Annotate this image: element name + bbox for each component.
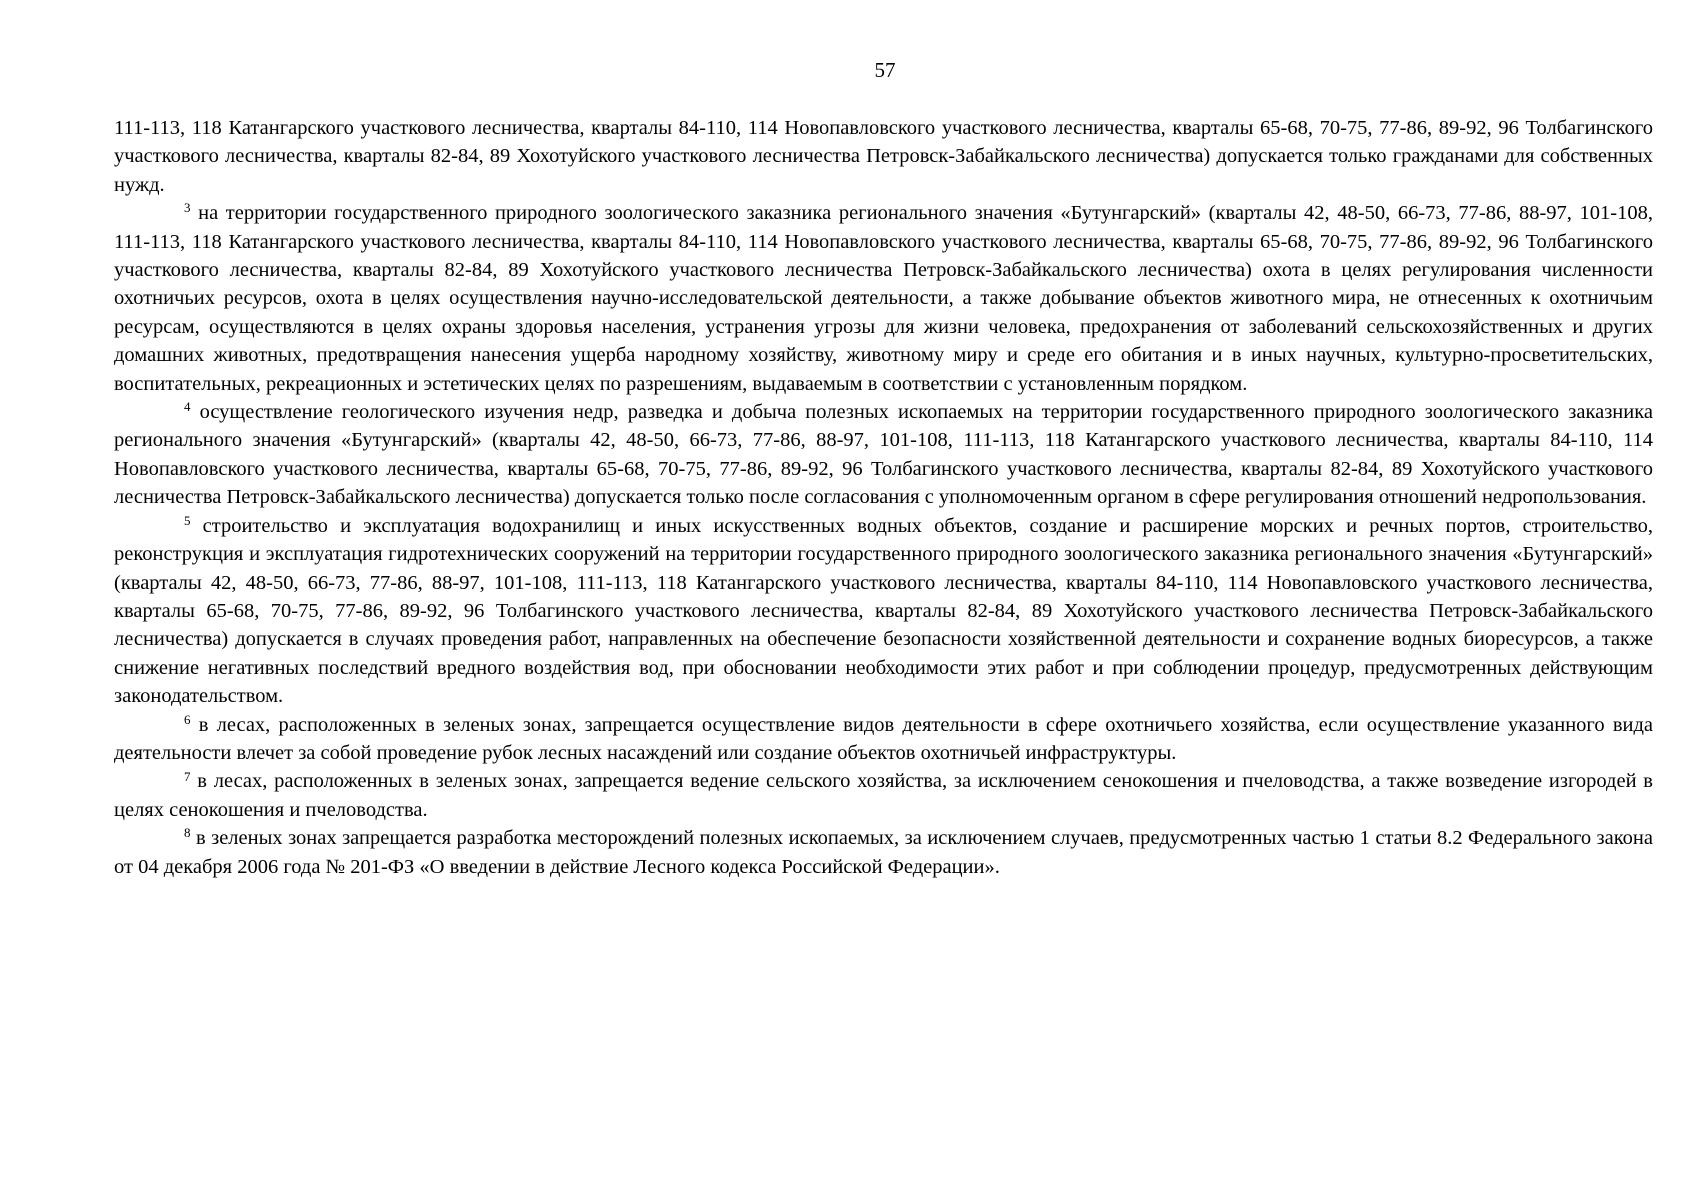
page-number: 57 (874, 58, 896, 82)
paragraph-text: в лесах, расположенных в зеленых зонах, запрещается осуществление видов деятельности в сфере охотничьего хозяйства, если осуществление указанного вида деятельности влечет за собой проведение рубок лесных насаждений или создание объектов охотничьей инфраструктуры. (114, 713, 1653, 764)
footnote-marker: 7 (184, 768, 191, 784)
footnote-4 (114, 398, 1653, 512)
footnote-7 (114, 767, 1653, 824)
paragraph-text: в лесах, расположенных в зеленых зонах, запрещается ведение сельского хозяйства, за исключением сенокошения и пчеловодства, а также возведение изгородей в целях сенокошения и пчеловодства. (114, 770, 1653, 821)
paragraph-text: строительство и эксплуатация водохранилищ и иных искусственных водных объектов, создание и расширение морских и речных портов, строительство, реконструкция и эксплуатация гидротехнических сооружений на территории государственного природного зоологического заказника регионального значения «Бутунгарский» (кварталы 42, 48-50, 66-73, 77-86, 88-97, 101-108, 111-113, 118 Катангарского участкового лесничества, кварталы 84-110, 114 Новопавловского участкового лесничества, кварталы 65-68, 70-75, 77-86, 89-92, 96 Толбагинского участкового лесничества, кварталы 82-84, 89 Хохотуйского участкового лесничества Петровск-Забайкальского лесничества) допускается в случаях проведения работ, направленных на обеспечение безопасности хозяйственной деятельности и сохранение водных биоресурсов, а также снижение негативных последствий вредного воздействия вод, при обосновании необходимости этих работ и при соблюдении процедур, предусмотренных действующим законодательством. (114, 514, 1653, 708)
footnote-marker: 6 (184, 711, 191, 727)
footnote-6 (114, 711, 1653, 768)
footnotes-body (114, 114, 1653, 881)
footnote-8 (114, 824, 1653, 881)
footnote-continuation (114, 114, 1653, 199)
footnote-marker: 3 (184, 200, 191, 216)
footnote-3 (114, 199, 1653, 398)
footnote-5 (114, 512, 1653, 711)
paragraph-text: 111-113, 118 Катангарского участкового лесничества, кварталы 84-110, 114 Новопавловского участкового лесничества, кварталы 65-68, 70-75, 77-86, 89-92, 96 Толбагинского участкового лесничества, кварталы 82-84, 89 Хохотуйского участкового лесничества Петровск-Забайкальского лесничества) допускается только гражданами для собственных нужд. (114, 117, 1653, 196)
footnote-marker: 4 (184, 399, 191, 415)
footnote-marker: 5 (184, 512, 191, 528)
footnote-marker: 8 (184, 825, 191, 841)
paragraph-text: на территории государственного природного зоологического заказника регионального значения «Бутунгарский» (кварталы 42, 48-50, 66-73, 77-86, 88-97, 101-108, 111-113, 118 Катангарского участкового лесничества, кварталы 84-110, 114 Новопавловского участкового лесничества, кварталы 65-68, 70-75, 77-86, 89-92, 96 Толбагинского участкового лесничества, кварталы 82-84, 89 Хохотуйского участкового лесничества Петровск-Забайкальского лесничества) охота в целях регулирования численности охотничьих ресурсов, охота в целях осуществления научно-исследовательской деятельности, а также добывание объектов животного мира, не отнесенных к охотничьим ресурсам, осуществляются в целях охраны здоровья населения, устранения угрозы для жизни человека, предохранения от заболеваний сельскохозяйственных и других домашних животных, предотвращения нанесения ущерба народному хозяйству, животному миру и среде его обитания и в иных научных, культурно-просветительских, воспитательных, рекреационных и эстетических целях по разрешениям, выдаваемым в соответствии с установленным порядком. (114, 202, 1653, 395)
paragraph-text: осуществление геологического изучения недр, разведка и добыча полезных ископаемых на территории государственного природного зоологического заказника регионального значения «Бутунгарский» (кварталы 42, 48-50, 66-73, 77-86, 88-97, 101-108, 111-113, 118 Катангарского участкового лесничества, кварталы 84-110, 114 Новопавловского участкового лесничества, кварталы 65-68, 70-75, 77-86, 89-92, 96 Толбагинского участкового лесничества, кварталы 82-84, 89 Хохотуйского участкового лесничества Петровск-Забайкальского лесничества) допускается только после согласования с уполномоченным органом в сфере регулирования отношений недропользования. (114, 401, 1653, 509)
paragraph-text: в зеленых зонах запрещается разработка месторождений полезных ископаемых, за исключением случаев, предусмотренных частью 1 статьи 8.2 Федерального закона от 04 декабря 2006 года № 201-ФЗ «О введении в действие Лесного кодекса Российской Федерации». (114, 827, 1653, 878)
